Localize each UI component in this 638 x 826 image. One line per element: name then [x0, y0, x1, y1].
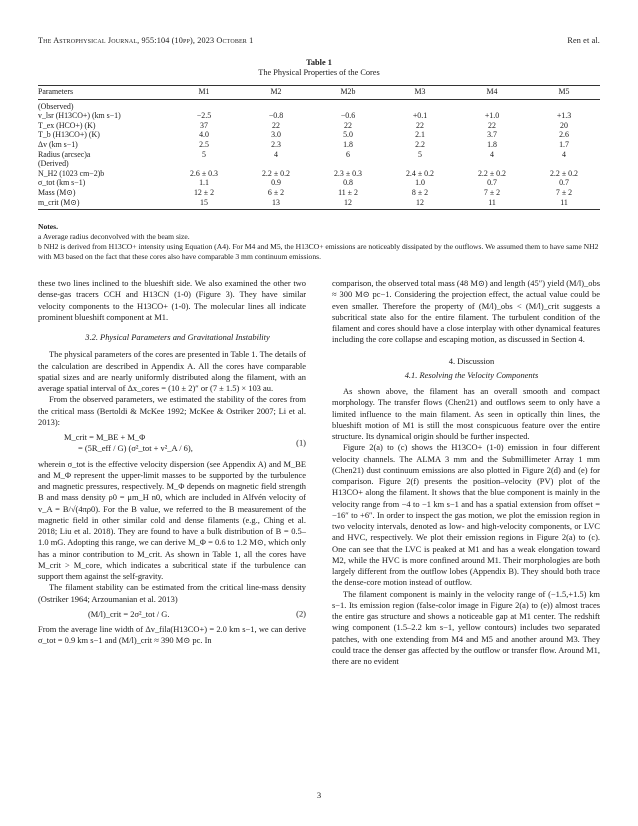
page-number: 3	[316, 790, 322, 800]
column-header: M1	[198, 87, 210, 96]
column-header: M3	[414, 87, 426, 96]
paragraph: The physical parameters of the cores are presented in Table 1. The details of the calculation are described in Appendix A. All the cores have comparable spatial sizes and are nearly uniformly distributed along the filament, with an average spatial interval of Δx_cores = (10 ± 2)″ or (7 ± 1.5) × 103 au.	[38, 349, 306, 393]
properties-table	[38, 85, 600, 210]
row-label: (Derived)	[38, 159, 69, 169]
running-header	[38, 36, 600, 48]
table-cell	[528, 159, 600, 169]
paragraph: From the observed parameters, we estimated the stability of the cores from the critical mass (Bertoldi & McKee 1992; McKee & Ostriker 2007; Li et al. 2013):	[38, 394, 306, 427]
table-cell: 5	[202, 149, 206, 159]
equation-1-line-1: M_crit = M_BE + M_Φ	[64, 432, 146, 442]
table-cell: 13	[272, 197, 280, 207]
table-cell: −2.5	[196, 111, 212, 121]
table-cell: 4.0	[199, 130, 209, 140]
table-cell: 8 ± 2	[411, 187, 429, 197]
paragraph: these two lines inclined to the blueshift side. We also examined the other two dense-gas tracers CCH and H13CN (1-0) (Figure 3). They have similar velocity components to the H13CO+ (1-0). The molecular lines all indicate prominent blueshift component at M1.	[38, 278, 306, 322]
paragraph: As shown above, the filament has an overall smooth and compact morphology. The transfer flows (Chen21) and outflows seem to only have a limited influence to the main filament. As seen in optically thin lines, the blueshift motion of M1 is still the most conspicuous feature over the entire structure. Its dynamical origin should be further inspected.	[332, 386, 600, 441]
table-cell: 11 ± 2	[338, 187, 358, 197]
table-cell: 2.2 ± 0.2	[549, 168, 578, 178]
paragraph: The filament component is mainly in the velocity range of (−1.5,+1.5) km s−1. Its emission region (false-color image in Figure 2(a) to (e)) almost traces the entire gas structure and shows a noticeable gap at M1 center. The redshift wing component (1.5–2.2 km s−1, yellow contours) includes two separated patches, with one extending from M4 and M5 and another around M3. They could trace the denser gas affected by the outflow or transfer flow. Around M1, there are no evident	[332, 588, 600, 666]
note-b: b NH2 is derived from H13CO+ intensity using Equation (A4). For M4 and M5, the H13CO+ emissions are noticeably dissipated by the outflows. We assumed them to have same NH2 with M3 based on the fact that these cores also have comparable 3 mm continuum emissions.	[38, 241, 599, 261]
equation-2	[38, 609, 306, 620]
table-row	[38, 99, 600, 111]
column-header: Parameters	[38, 87, 74, 96]
table-cell: 2.3 ± 0.3	[333, 168, 362, 178]
paragraph: wherein σ_tot is the effective velocity dispersion (see Appendix A) and M_BE and M_Φ represent the upper-limit masses to be supported by the turbulence and magnetic pressures, respectively. M_Φ depends on magnetic field strength B and mass density ρ0 = μm_H n0, which are included in Alfvén velocity of v_A = B/√(4πρ0). For the B value, we referred to the B measurement of the magnetic field in other similar cold and dense filaments (e.g., Ching et al. 2018; Liu et al. 2018). They are found to have a bulk distribution of B = 0.5–1.0 mG. Adopting this range, we can derive M_Φ = 0.6 to 1.2 M⊙, which only has a minor contribution to M_crit. As shown in Table 1, all the cores have M_crit > M_core, which indicates a subcritical state if the turbulence can support them against the self-gravity.	[38, 458, 306, 581]
equation-number: (2)	[296, 608, 306, 619]
table-cell: 6 ± 2	[267, 187, 285, 197]
table-cell	[456, 159, 528, 169]
table-cell: 37	[200, 120, 208, 130]
table-cell	[384, 99, 456, 111]
table-cell: 2.1	[415, 130, 425, 140]
column-header: M2	[270, 87, 282, 96]
row-label: Δv (km s−1)	[38, 139, 78, 149]
table-cell: 0.9	[271, 178, 281, 188]
table-cell: 4	[274, 149, 278, 159]
equation-2-body: (M/l)_crit = 2σ²_tot / G.	[88, 608, 170, 619]
column-header: M4	[486, 87, 498, 96]
table-notes	[38, 222, 600, 262]
table-cell: 0.8	[343, 178, 353, 188]
table-cell: 2.2 ± 0.2	[477, 168, 506, 178]
paragraph: comparison, the observed total mass (48 M⊙) and length (45″) yield (M/l)_obs ≈ 300 M⊙ pc−1. Considering the projection effect, the actual value could be even smaller. Therefore the property of (M/l)_obs < (M/l)_crit suggests a subcritical state also for the entire filament. The turbulent condition of the filament and cores should have a close interplay with other dynamical features including the core collapse and escaping motion, as discussed in Section 4.	[332, 278, 600, 345]
table-cell: −0.6	[340, 111, 356, 121]
table-cell	[528, 99, 600, 111]
row-label: Mass (M⊙)	[38, 187, 76, 197]
table-row	[38, 150, 600, 160]
table-cell: 2.6	[559, 130, 569, 140]
table-cell: +1.3	[556, 111, 572, 121]
table-cell: 1.0	[415, 178, 425, 188]
row-label: T_ex (HCO+) (K)	[38, 120, 96, 130]
table-cell: 1.1	[199, 178, 209, 188]
table-cell	[456, 99, 528, 111]
row-label: Radius (arcsec)a	[38, 149, 91, 159]
table-cell: 3.7	[487, 130, 497, 140]
table-cell: 1.8	[343, 139, 353, 149]
table-cell: 22	[488, 120, 496, 130]
equation-1-line-2: = (5R_eff / G) (σ²_tot + v²_A / 6),	[78, 443, 193, 454]
row-label: N_H2 (1023 cm−2)b	[38, 168, 105, 178]
author-names: Ren et al.	[567, 36, 600, 45]
journal-citation: The Astrophysical Journal, 955:104 (10pp), 2023 October 1	[38, 36, 254, 45]
table-row	[38, 188, 600, 198]
table-cell: 4	[562, 149, 566, 159]
table-cell: 2.3	[271, 139, 281, 149]
table-cell: 11	[488, 197, 496, 207]
section-heading-3-2: 3.2. Physical Parameters and Gravitational Instability	[85, 332, 270, 342]
notes-heading: Notes.	[38, 222, 59, 231]
table-row	[38, 111, 600, 121]
table-row	[38, 178, 600, 188]
note-a: a Average radius deconvolved with the beam size.	[38, 231, 190, 241]
section-heading-4-1: 4.1. Resolving the Velocity Components	[404, 369, 539, 380]
table-cell: 12 ± 2	[193, 187, 215, 197]
table-cell: 2.2	[415, 139, 425, 149]
table-row	[38, 198, 600, 210]
table-cell: −0.8	[268, 111, 284, 121]
table-row	[38, 159, 600, 169]
column-header: M2b	[340, 87, 356, 96]
table-cell	[240, 159, 312, 169]
table-cell: 11	[560, 197, 568, 207]
table-row	[38, 169, 600, 179]
table-cell: 4	[490, 149, 494, 159]
column-header: M5	[558, 87, 570, 96]
table-cell: 1.7	[559, 139, 569, 149]
table-cell: 5.0	[343, 130, 353, 140]
table-cell: +1.0	[484, 111, 500, 121]
table-header-row	[38, 86, 600, 100]
row-label: m_crit (M⊙)	[38, 197, 80, 207]
table-cell: 3.0	[271, 130, 281, 140]
table-cell: 22	[344, 120, 352, 130]
right-column	[332, 278, 600, 667]
table-row	[38, 121, 600, 131]
table-cell: 22	[416, 120, 424, 130]
table-cell	[168, 159, 240, 169]
table-cell: 2.5	[199, 139, 209, 149]
paragraph: The filament stability can be estimated from the critical line-mass density (Ostriker 1964; Arzoumanian et al. 2013)	[38, 582, 306, 604]
table-cell: 20	[560, 120, 568, 130]
table-cell: 2.4 ± 0.2	[405, 168, 434, 178]
table-cell: 0.7	[487, 178, 497, 188]
table-cell: 1.8	[487, 139, 497, 149]
table-cell: 15	[200, 197, 208, 207]
table-caption: The Physical Properties of the Cores	[258, 68, 380, 77]
table-number: Table 1	[306, 58, 332, 67]
paragraph: Figure 2(a) to (c) shows the H13CO+ (1-0) emission in four different velocity channels. The ALMA 3 mm and the Submillimeter Array 1 mm (Chen21) dust continuum emissions are also plotted in Figure 2(d) and (e) for comparison. Figure 2(f) presents the position–velocity (PV) plot of the H13CO+ along the filament. It shows that the blue component is mainly in the velocity range from −4 to −1 km s−1 and has a spatial extension from offset = −16″ to +6″. In order to inspect the gas motion, we plot the emission region in two velocity intervals, denoted as low- and high-velocity components, or LVC and HVC, respectively. We plot their emission regions in Figure 2(a) to (c). One can see that the LVC is peaked at M1 and has a weak elongation toward M2, while the HVC is more confined around M1. Their morphologies are both largely different from the outflow lobes (Appendix B). They should both trace the dense-core motion instead of outflow.	[332, 442, 600, 588]
table-cell	[312, 159, 384, 169]
table-cell	[240, 99, 312, 111]
table-cell: 2.2 ± 0.2	[261, 168, 290, 178]
table-cell: 7 ± 2	[555, 187, 573, 197]
table-row	[38, 140, 600, 150]
table-cell: 6	[346, 149, 350, 159]
table-cell: 0.7	[559, 178, 569, 188]
table-cell: 12	[344, 197, 352, 207]
row-label: σ_tot (km s−1)	[38, 178, 86, 188]
paragraph: From the average line width of Δv_fila(H13CO+) = 2.0 km s−1, we can derive σ_tot = 0.9 km s−1 and (M/l)_crit ≈ 390 M⊙ pc. In	[38, 624, 306, 646]
equation-1	[38, 432, 306, 455]
section-heading-4: 4. Discussion	[448, 355, 495, 366]
left-column	[38, 278, 306, 647]
table-cell: 5	[418, 149, 422, 159]
table-cell	[384, 159, 456, 169]
equation-number: (1)	[296, 437, 306, 448]
table-cell: 2.6 ± 0.3	[189, 168, 218, 178]
row-label: v_lsr (H13CO+) (km s−1)	[38, 111, 121, 121]
table-cell: 12	[416, 197, 424, 207]
table-cell: 22	[272, 120, 280, 130]
table-cell: 7 ± 2	[483, 187, 501, 197]
row-label: (Observed)	[38, 101, 74, 111]
row-label: T_b (H13CO+) (K)	[38, 130, 100, 140]
table-row	[38, 130, 600, 140]
table-cell: +0.1	[412, 111, 428, 121]
table-cell	[312, 99, 384, 111]
table-cell	[168, 99, 240, 111]
